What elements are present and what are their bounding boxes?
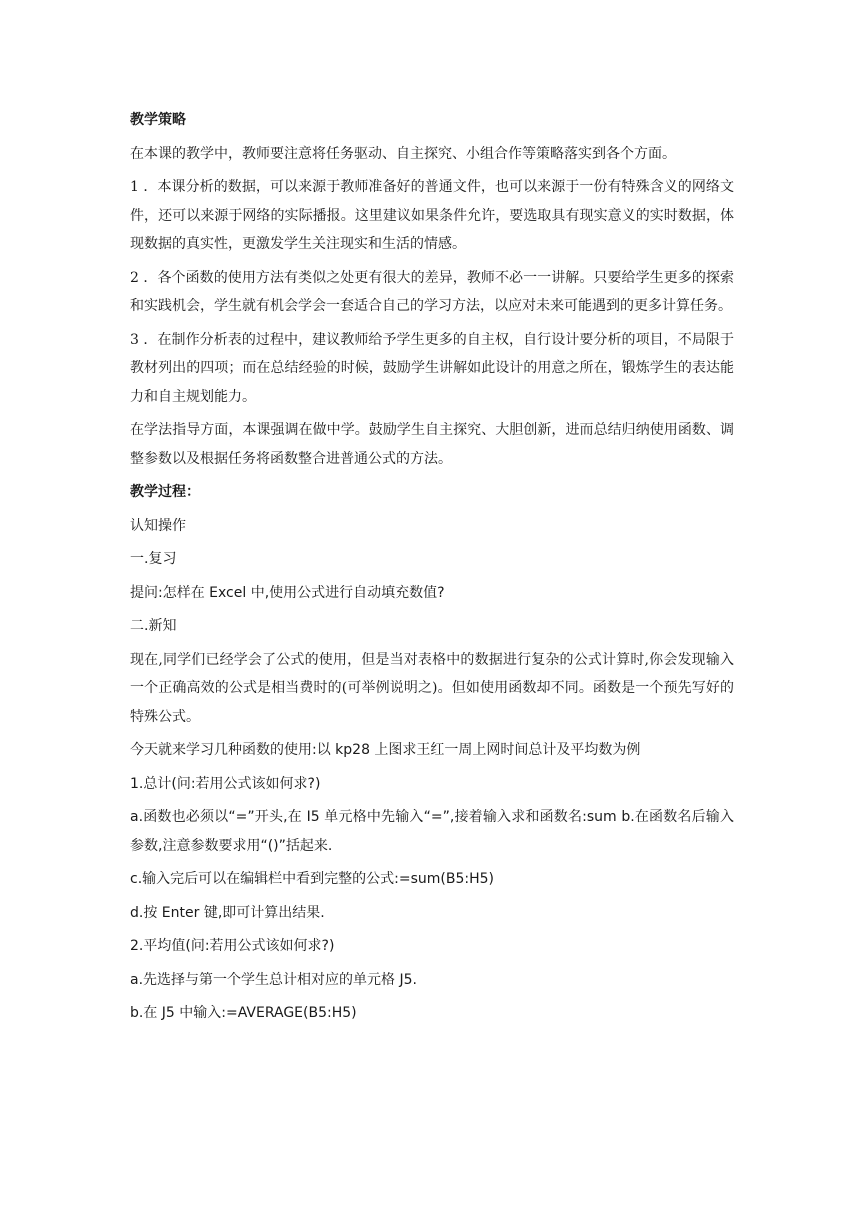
- average-step-b: b.在 J5 中输入:=AVERAGE(B5:H5): [130, 1005, 357, 1021]
- sum-step-a: a.函数也必须以“=”开头,在 I5 单元格中先输入“=”,接着输入求和函数名:sum b.在函数名后输入参数,注意参数要求用“()”括起来.: [130, 809, 734, 854]
- section-heading-strategy: 教学策略: [130, 112, 186, 128]
- new-knowledge-intro: 现在,同学们已经学会了公式的使用，但是当对表格中的数据进行复杂的公式计算时,你会发现输入一个正确高效的公式是相当费时的(可举例说明之)。但如使用函数却不同。函数是一个预先写好的特殊公式。: [130, 651, 734, 725]
- strategy-guidance-paragraph: 在学法指导方面，本课强调在做中学。鼓励学生自主探究、大胆创新，进而总结归纳使用函数、调整参数以及根据任务将函数整合进普通公式的方法。: [130, 422, 734, 467]
- strategy-item-3: 3 ．在制作分析表的过程中，建议教师给予学生更多的自主权，自行设计要分析的项目，不局限于教材列出的四项；而在总结经验的时候，鼓励学生讲解如此设计的用意之所在，锻炼学生的表达能力和自主规划能力。: [130, 331, 734, 405]
- sum-title: 1.总计(问:若用公式该如何求?): [130, 775, 321, 792]
- average-step-a: a.先选择与第一个学生总计相对应的单元格 J5.: [130, 971, 417, 988]
- strategy-item-2: 2 ．各个函数的使用方法有类似之处更有很大的差异，教师不必一一讲解。只要给学生更多的探索和实践机会，学生就有机会学会一套适合自己的学习方法，以应对未来可能遇到的更多计算任务。: [130, 269, 734, 314]
- today-intro: 今天就来学习几种函数的使用:以 kp28 上图求王红一周上网时间总计及平均数为例: [130, 742, 641, 758]
- sum-step-c: c.输入完后可以在编辑栏中看到完整的公式:=sum(B5:H5): [130, 871, 494, 887]
- section-heading-process: 教学过程：: [130, 484, 200, 500]
- new-knowledge-title: 二.新知: [130, 618, 177, 634]
- strategy-intro-paragraph: 在本课的教学中，教师要注意将任务驱动、自主探究、小组合作等策略落实到各个方面。: [130, 145, 676, 162]
- strategy-item-1: 1 ．本课分析的数据，可以来源于教师准备好的普通文件，也可以来源于一份有特殊含义的网络文件，还可以来源于网络的实际播报。这里建议如果条件允许，要选取具有现实意义的实时数据，体现数据的真实性，更激发学生关注现实和生活的情感。: [130, 179, 734, 252]
- sum-step-d: d.按 Enter 键,即可计算出结果.: [130, 904, 325, 921]
- document-page: [130, 106, 734, 1033]
- cognitive-operation-label: 认知操作: [130, 517, 186, 534]
- review-question: 提问:怎样在 Excel 中,使用公式进行自动填充数值?: [130, 584, 445, 601]
- review-title: 一.复习: [130, 551, 177, 567]
- average-title: 2.平均值(问:若用公式该如何求?): [130, 938, 335, 954]
